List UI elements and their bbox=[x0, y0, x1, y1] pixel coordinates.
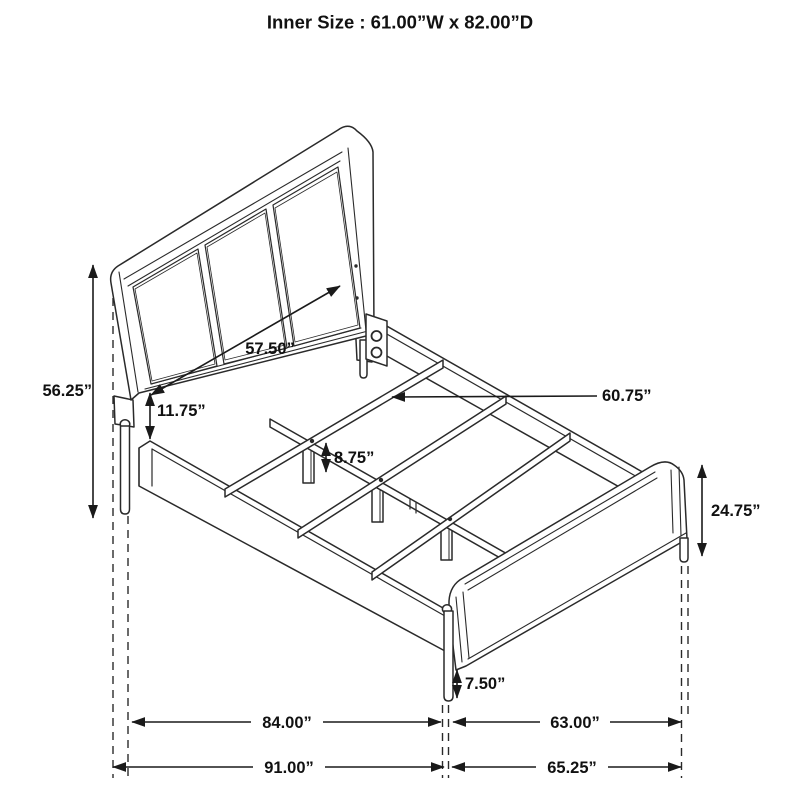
dim-label-footboard-overall: 65.25” bbox=[547, 759, 597, 777]
dim-label-headboard-width: 57.50” bbox=[245, 340, 295, 358]
dim-leader-slat-length bbox=[392, 396, 597, 397]
dim-label-frame-length: 84.00” bbox=[262, 714, 312, 732]
bracket-hole-top bbox=[372, 331, 382, 341]
dimension-annotations bbox=[42, 12, 760, 779]
diagram-title: Inner Size : 61.00”W x 82.00”D bbox=[266, 11, 534, 33]
headboard-left-leg bbox=[121, 426, 130, 514]
slat-1 bbox=[225, 360, 443, 497]
dim-label-overall-length: 91.00” bbox=[264, 759, 314, 777]
dim-label-rail-gap: 11.75” bbox=[157, 402, 206, 420]
dim-label-footboard-width: 63.00” bbox=[550, 714, 600, 732]
dim-label-footboard-height: 24.75” bbox=[711, 502, 761, 520]
slat-screw-1 bbox=[310, 439, 314, 443]
footboard-right-leg bbox=[680, 538, 688, 562]
bracket-hole-bottom bbox=[372, 348, 382, 358]
dim-label-support-leg: 8.75” bbox=[334, 449, 375, 467]
slat-2 bbox=[298, 396, 506, 538]
dim-label-footboard-leg: 7.50” bbox=[465, 675, 506, 693]
dim-label-headboard-height: 56.25” bbox=[42, 382, 92, 400]
slat-screw-2 bbox=[379, 478, 383, 482]
dim-label-slat-length: 60.75” bbox=[602, 387, 652, 405]
footboard-left-leg bbox=[444, 611, 453, 701]
slat-screw-3 bbox=[448, 517, 452, 521]
